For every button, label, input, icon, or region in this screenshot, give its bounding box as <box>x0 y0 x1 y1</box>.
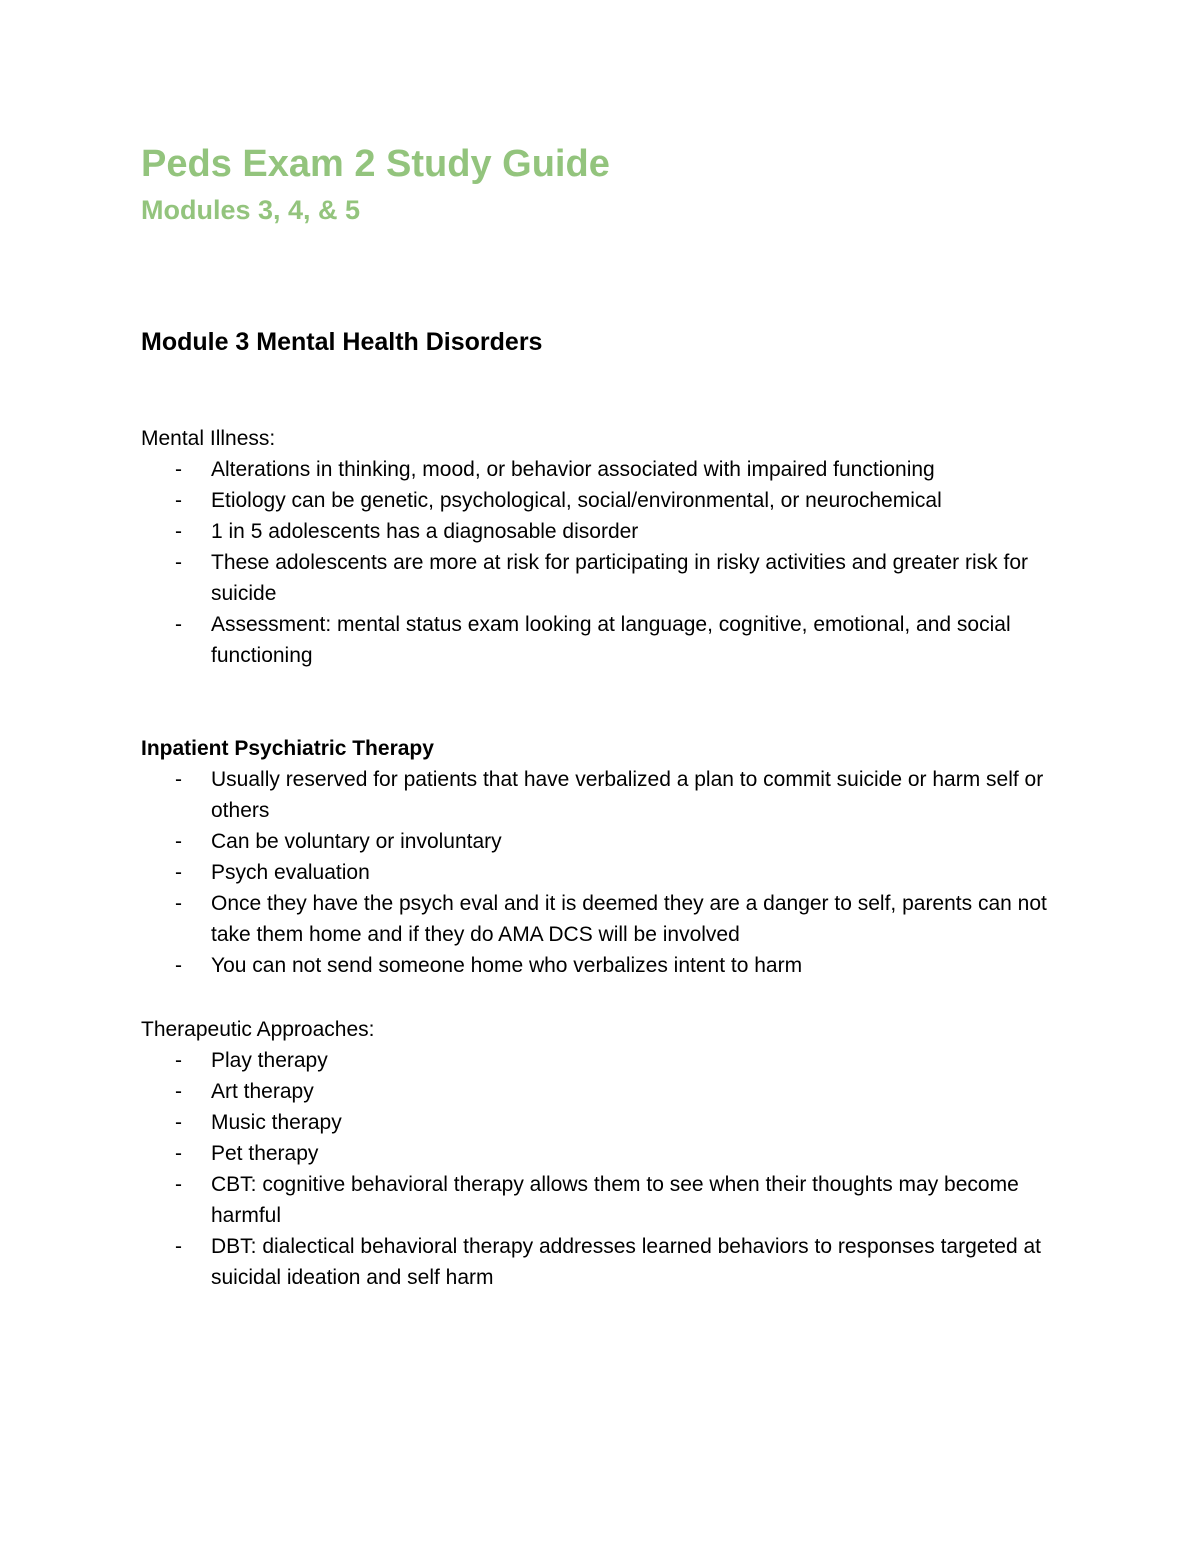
dash-bullet: - <box>175 613 182 636</box>
bullet-list <box>141 1045 1071 1293</box>
bullet-list <box>141 764 1071 981</box>
dash-bullet: - <box>175 520 182 543</box>
list-item <box>141 1231 1071 1293</box>
inpatient-therapy-block <box>141 733 1071 981</box>
list-item-text: Psych evaluation <box>211 861 370 884</box>
list-item-text: Art therapy <box>211 1080 314 1103</box>
dash-bullet: - <box>175 954 182 977</box>
dash-bullet: - <box>175 551 182 574</box>
list-item-text: Play therapy <box>211 1049 328 1072</box>
list-item <box>141 1138 1071 1169</box>
list-item-text: CBT: cognitive behavioral therapy allows them to see when their thoughts may become harmful <box>211 1173 1019 1227</box>
list-item <box>141 950 1071 981</box>
dash-bullet: - <box>175 892 182 915</box>
list-item-text: Can be voluntary or involuntary <box>211 830 502 853</box>
dash-bullet: - <box>175 489 182 512</box>
dash-bullet: - <box>175 1173 182 1196</box>
list-item-text: Music therapy <box>211 1111 342 1134</box>
dash-bullet: - <box>175 1142 182 1165</box>
list-item <box>141 764 1071 826</box>
list-item-text: Etiology can be genetic, psychological, social/environmental, or neurochemical <box>211 489 942 512</box>
list-item <box>141 1076 1071 1107</box>
list-item <box>141 547 1071 609</box>
list-item-text: Assessment: mental status exam looking at language, cognitive, emotional, and social functioning <box>211 613 1011 667</box>
dash-bullet: - <box>175 1111 182 1134</box>
dash-bullet: - <box>175 861 182 884</box>
list-item-text: Once they have the psych eval and it is deemed they are a danger to self, parents can not take them home and if they do AMA DCS will be involved <box>211 892 1047 946</box>
dash-bullet: - <box>175 1235 182 1258</box>
therapeutic-approaches-block <box>141 1014 1071 1293</box>
list-item-text: Alterations in thinking, mood, or behavior associated with impaired functioning <box>211 458 935 481</box>
mental-illness-block <box>141 423 1071 671</box>
list-item <box>141 485 1071 516</box>
dash-bullet: - <box>175 830 182 853</box>
dash-bullet: - <box>175 1049 182 1072</box>
list-item <box>141 888 1071 950</box>
block-heading: Therapeutic Approaches: <box>141 1018 375 1041</box>
list-item <box>141 609 1071 671</box>
list-item <box>141 516 1071 547</box>
list-item <box>141 1107 1071 1138</box>
dash-bullet: - <box>175 458 182 481</box>
list-item <box>141 454 1071 485</box>
list-item-text: These adolescents are more at risk for participating in risky activities and greater risk for suicide <box>211 551 1029 605</box>
list-item-text: Pet therapy <box>211 1142 319 1165</box>
list-item-text: 1 in 5 adolescents has a diagnosable disorder <box>211 520 639 543</box>
list-item <box>141 1045 1071 1076</box>
list-item-text: You can not send someone home who verbalizes intent to harm <box>211 954 803 977</box>
bullet-list <box>141 454 1071 671</box>
block-heading: Mental Illness: <box>141 427 276 450</box>
list-item-text: DBT: dialectical behavioral therapy addresses learned behaviors to responses targeted at suicidal ideation and self harm <box>211 1235 1041 1289</box>
section-title: Module 3 Mental Health Disorders <box>141 328 543 356</box>
dash-bullet: - <box>175 1080 182 1103</box>
list-item <box>141 826 1071 857</box>
dash-bullet: - <box>175 768 182 791</box>
document-subtitle: Modules 3, 4, & 5 <box>141 195 361 225</box>
list-item <box>141 1169 1071 1231</box>
document-title: Peds Exam 2 Study Guide <box>141 143 610 185</box>
list-item-text: Usually reserved for patients that have verbalized a plan to commit suicide or harm self or others <box>211 768 1044 822</box>
list-item <box>141 857 1071 888</box>
block-heading: Inpatient Psychiatric Therapy <box>141 737 434 760</box>
